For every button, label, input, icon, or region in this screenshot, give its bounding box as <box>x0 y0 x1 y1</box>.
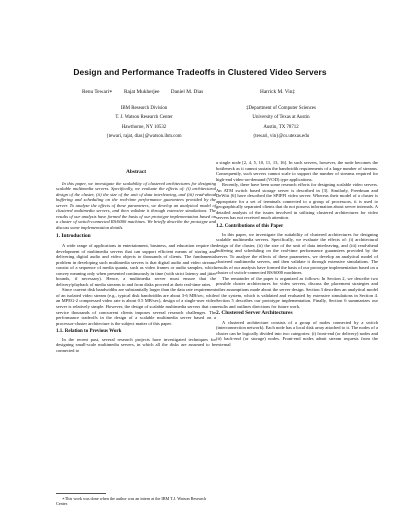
footnote: ∗This work was done when the author was an intern at the IBM T.J. Watson Research Center. <box>56 496 207 507</box>
paragraph: A wide range of applications in entertainment, business, and education require the development of multimedia servers that can support efficient means of storing and delivering digital audio and video objects to thousands of clients. The fundamental problem in developing such multimedia servers is that digital audio and video streams consist of a sequence of media quanta, such as video frames or audio samples, which convey meaning only when presented continuously in time (with strict latency and jitter bounds, if necessary). Hence, a multimedia server must ensure that the delivery/playback of media streams to and from disks proceed at their real-time rates. <box>56 243 216 287</box>
affiliation-email: {tewari, vin}@cs.utexas.edu <box>252 134 310 140</box>
affiliation-right <box>222 104 340 142</box>
paragraph: In the recent past, several research projects have investigated techniques for designing small-scale multimedia servers, in which all the disks are assumed to be connected to <box>56 336 216 353</box>
author-name: Harrick M. Vin‡ <box>260 89 296 95</box>
paragraph: In this paper, we investigate the suitability of clustered architectures for designing scalable multimedia servers. Specifically, we evaluate the effects of: (i) architectural design of the cluster, (ii) the size of the unit of data interleaving, and (iii) read-ahead buffering and scheduling on the real-time performance guarantees provided by the server. To analyze the effects of these parameters, we develop an analytical model of clustered multimedia servers, and then validate it through extensive simulations. The results of our analysis have formed the basis of our prototype implementation based on a cluster of switch-connected RS/6000 machines. <box>216 231 378 276</box>
paragraph: a single node [2, 4, 5, 10, 11, 13, 16]. In such servers, however, the node becomes the bottleneck as it cannot sustain the bandwidth requirements of a large number of streams. Consequently, such servers cannot scale to support the number of streams required for high-end video-on-demand (VOD) type applications. <box>216 160 378 182</box>
author-name: Daniel M. Dias <box>170 89 204 95</box>
affiliation-line: ‡Department of Computer Sciences <box>246 106 316 111</box>
affiliation-line: University of Texas at Austin <box>252 115 310 121</box>
paragraph: Since current disk bandwidths are substantially larger than the data rate requirement of an isolated video stream (e.g., typical disk bandwidths are about 3-6 MB/sec, while an MPEG-2 compressed video rate is about 0.5 MB/sec), design of a single-user video server is relatively simple. However, the design of scalable multimedia servers that can service thousands of concurrent clients imposes several research challenges. The performance tradeoffs in the design of a scalable multimedia server based on a processor-cluster architecture is the subject matter of this paper. <box>56 287 216 326</box>
footnote-rule <box>56 493 106 494</box>
subsection-heading: 1.1. Relation to Previous Work <box>56 329 122 335</box>
left-column <box>56 168 216 353</box>
paragraph: The remainder of the paper is organized as follows: In Section 2, we describe two possible cluster architectures for video servers, discuss the placement strategies and other assumptions made about the server design. Section 3 describes an analytical model of the system, which is validated and evaluated by extensive simulations in Section 4. Section 5 describes our prototype implementation. Finally, Section 6 summarizes our results and outlines directions for future work. <box>216 275 378 309</box>
abstract-text: In this paper, we investigate the scalability of clustered architectures for designing scalable multimedia servers. Specifically, we evaluate the effects of: (i) architectural design of the cluster, (ii) the size of the unit of data interleaving, and (iii) read-ahead buffering and scheduling on the real-time performance guarantees provided by the server. To analyze the effects of these parameters, we develop an analytical model of clustered multimedia servers, and then validate it through extensive simulations. The results of our analysis have formed the basis of our prototype implementation based on a cluster of switch-connected RS/6000 machines. We briefly describe the prototype and discuss some implementation details. <box>56 180 216 230</box>
paragraph: Recently, there have been some research efforts for designing scalable video servers. An ATM switch based storage server is described in [3]. Similarly, Freedman and DeWitt [6] have described the SPIFFI video server. Whereas their model of a cluster is appropriate for a set of terminals connected to a group of processors, it is used to geographically separated clients that do not possess information about server internals. A detailed analysis of the issues involved in utilizing clustered architectures for video servers has not received much attention. <box>216 182 378 221</box>
affiliation-line: Austin, TX 78712 <box>263 124 299 130</box>
affiliation-line: IBM Research Division <box>120 106 168 111</box>
paragraph: A clustered architecture consists of a group of nodes connected by a switch (interconnection network). Each node has a local disk array attached to it. The nodes of a cluster can be logically divided into two categories: (i) front-end (or delivery) nodes and (ii) back-end (or storage) nodes. Front-end nodes admit stream requests from the external <box>216 319 378 347</box>
affiliation-line: Hawthorne, NY 10532 <box>121 124 167 130</box>
right-column <box>216 160 378 348</box>
authors-left <box>82 89 213 95</box>
affiliation-email: {tewari, rajat, dias}@watson.ibm.com <box>106 134 182 140</box>
subsection-heading: 1.2. Contributions of this Paper <box>216 224 284 230</box>
section-heading: 2. Clustered Server Architectures <box>216 310 293 317</box>
abstract-heading: Abstract <box>125 169 147 175</box>
paper-title: Design and Performance Tradeoffs in Clustered Video Servers <box>73 67 327 77</box>
affiliation-line: T. J. Watson Research Center <box>115 115 173 121</box>
author-name: Renu Tewari∗ <box>82 89 113 95</box>
author-name: Rajat Mukherjee <box>123 89 160 95</box>
section-heading: 1. Introduction <box>56 233 91 240</box>
affiliation-left <box>84 104 204 142</box>
authors-right <box>260 89 305 95</box>
